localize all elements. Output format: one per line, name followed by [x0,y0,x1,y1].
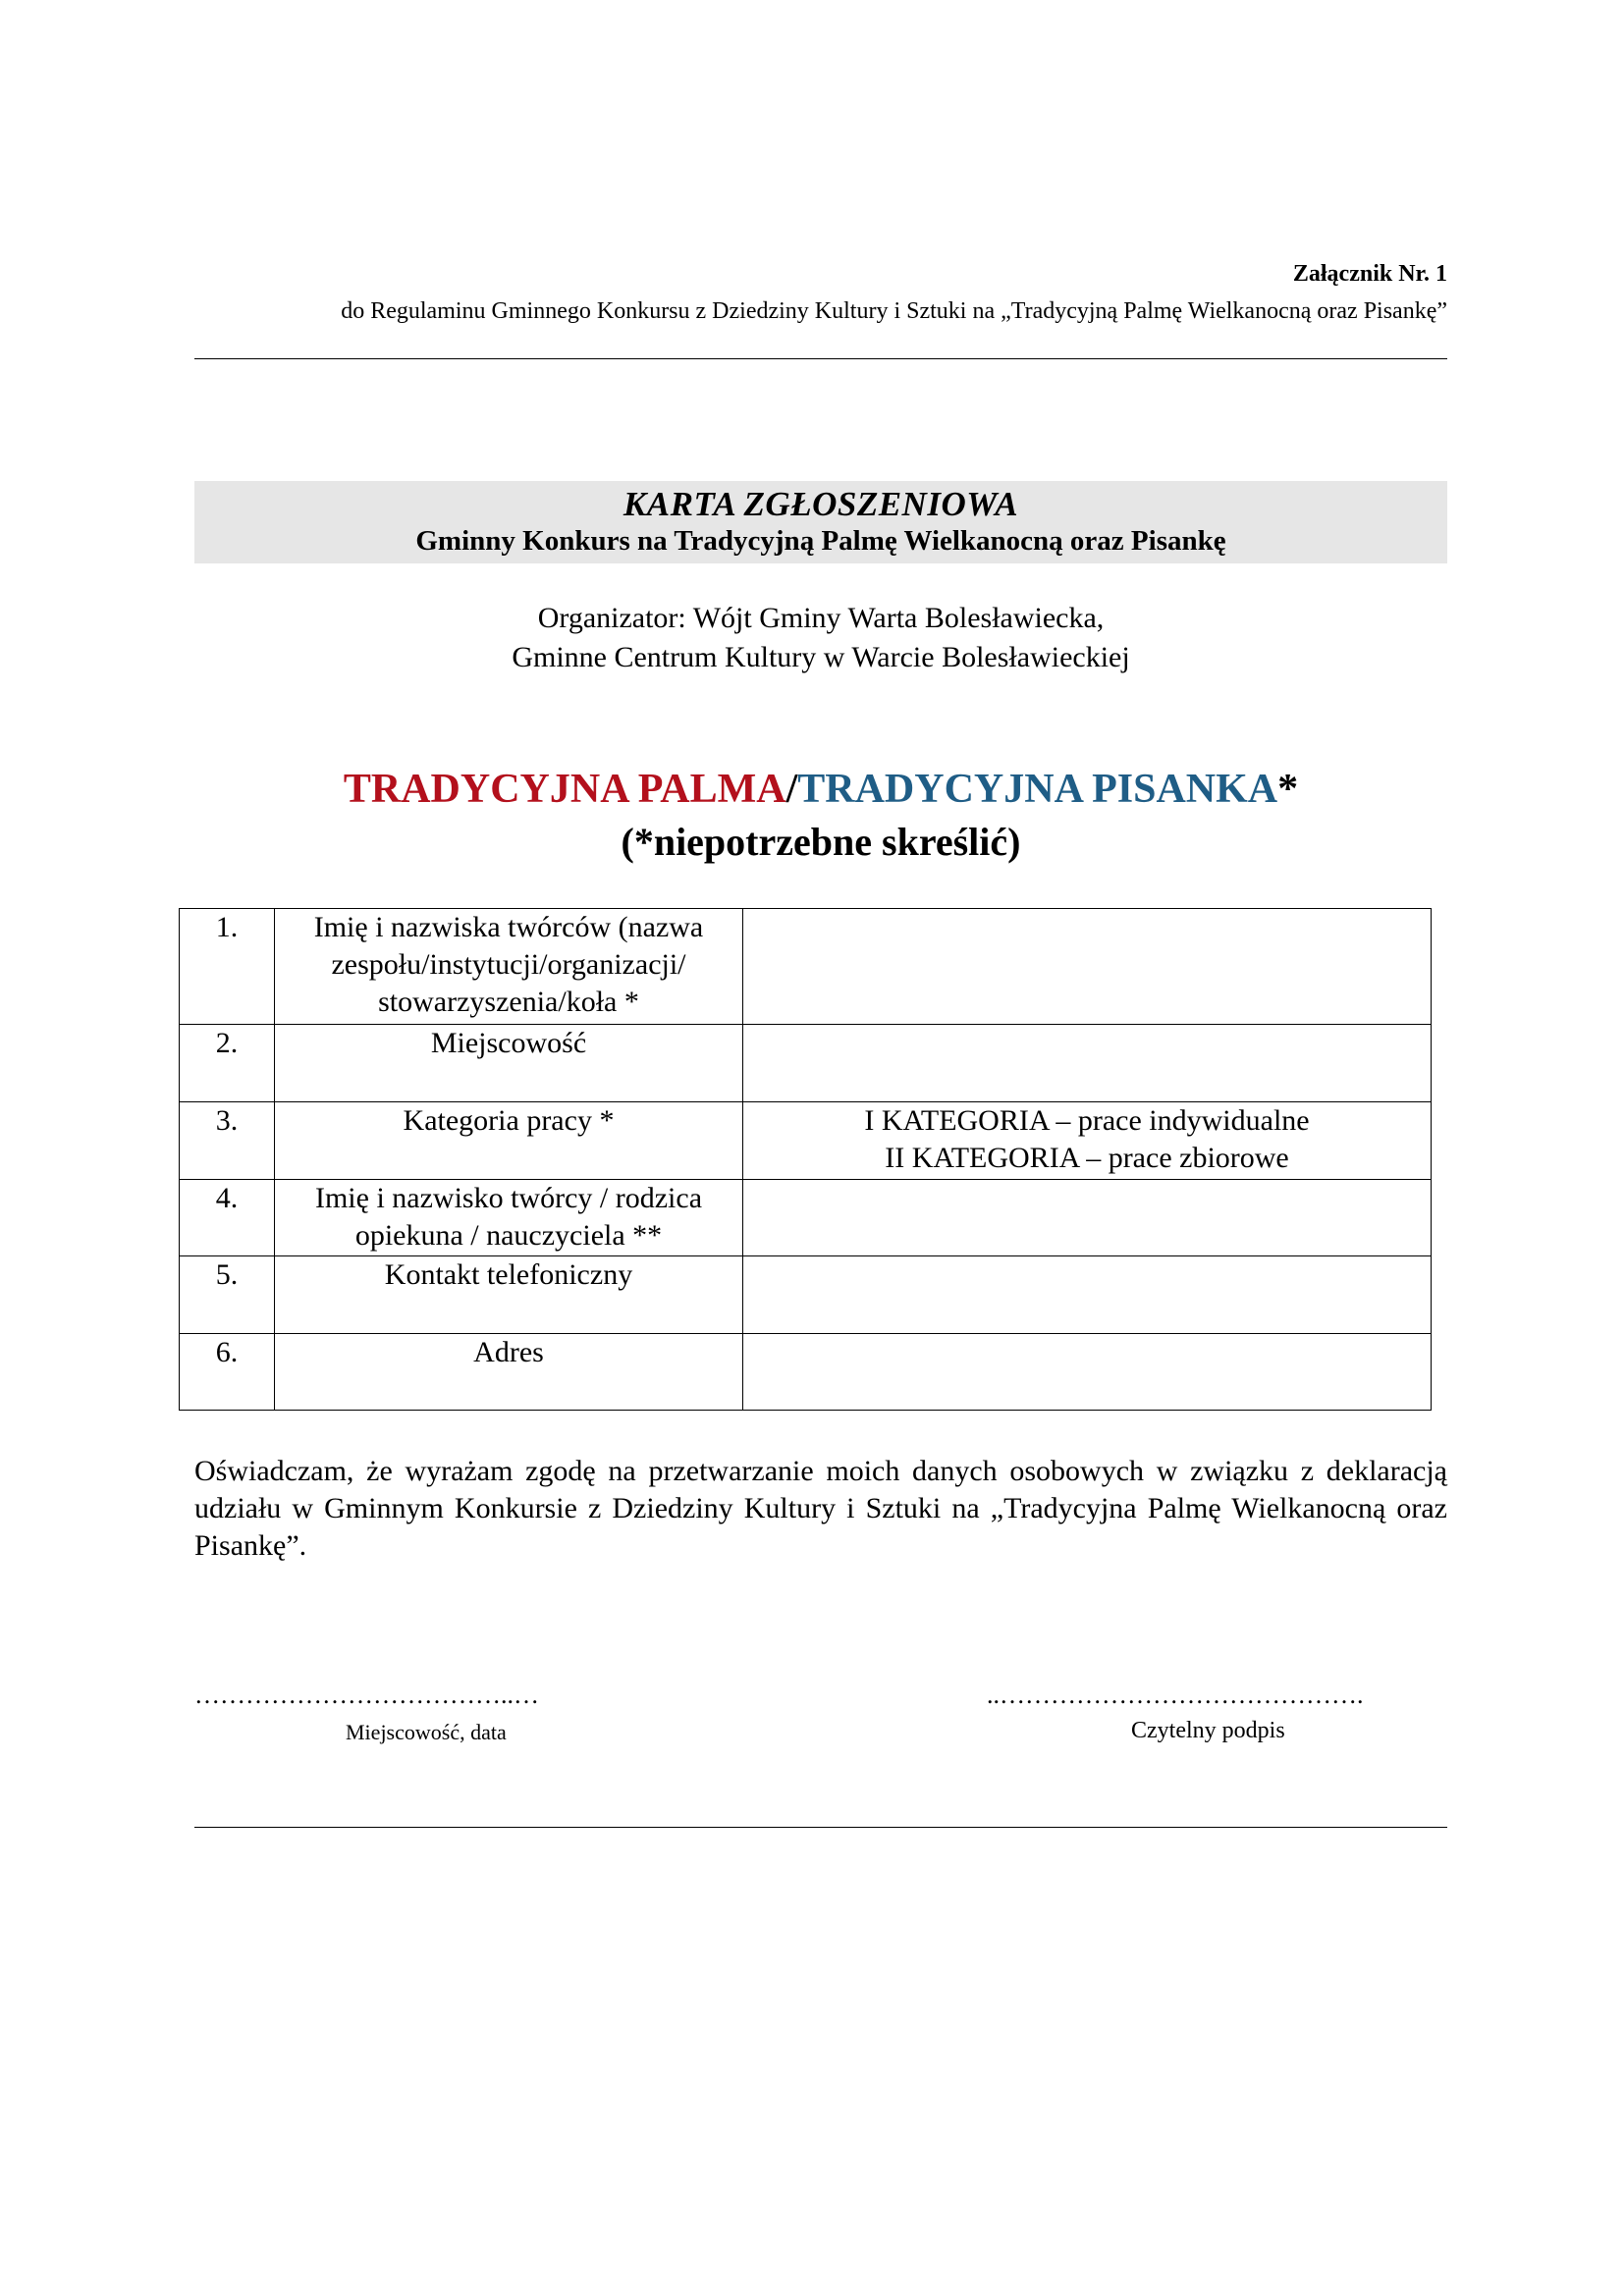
row-value-field[interactable] [743,1025,1432,1102]
form-title-band [194,481,1447,563]
signature-field[interactable]: ..……………………………………. [987,1681,1364,1709]
row-value-field[interactable] [743,1102,1432,1180]
row-label: Kategoria pracy * [275,1102,743,1180]
row-number: 6. [180,1334,275,1411]
table-row [180,1334,1432,1411]
row-value-field[interactable] [743,909,1432,1025]
attachment-description: do Regulaminu Gminnego Konkursu z Dziedziny Kultury i Sztuki na „Tradycyjną Palmę Wielkanocną oraz Pisankę” [341,298,1447,324]
category-palma: TRADYCYJNA PALMA [343,767,786,812]
row-label: Kontakt telefoniczny [275,1256,743,1334]
row-number: 2. [180,1025,275,1102]
form-title: KARTA ZGŁOSZENIOWA [623,485,1019,523]
entry-form-table [179,908,1432,1411]
row-number: 1. [180,909,275,1025]
header-divider [194,358,1447,359]
row-value-field[interactable] [743,1256,1432,1334]
table-row [180,1180,1432,1256]
row-label: Adres [275,1334,743,1411]
row-number: 4. [180,1180,275,1256]
table-row [180,1102,1432,1180]
category-note: (*niepotrzebne skreślić) [621,820,1021,864]
row-number: 3. [180,1102,275,1180]
footer-divider [194,1827,1447,1828]
place-date-label: Miejscowość, data [346,1720,507,1744]
category-option-1: I KATEGORIA – prace indywidualne [864,1104,1310,1137]
category-option-2: II KATEGORIA – prace zbiorowe [885,1142,1289,1174]
row-label: Miejscowość [275,1025,743,1102]
organizer-block [194,599,1447,677]
place-date-field[interactable]: ………………………………..… [194,1681,539,1709]
category-separator: / [785,767,798,812]
table-row [180,1025,1432,1102]
row-number: 5. [180,1256,275,1334]
table-row [180,909,1432,1025]
row-value-field[interactable] [743,1180,1432,1256]
organizer-line-2: Gminne Centrum Kultury w Warcie Bolesławieckiej [512,641,1130,673]
category-pisanka: TRADYCYJNA PISANKA [797,767,1278,812]
form-subtitle: Gminny Konkurs na Tradycyjną Palmę Wielkanocną oraz Pisankę [415,525,1226,557]
consent-statement: Oświadczam, że wyrażam zgodę na przetwarzanie moich danych osobowych w związku z deklaracją udziału w Gminnym Konkursie z Dziedziny Kultury i Sztuki na „Tradycyjna Palmę Wielkanocną oraz Pisankę”. [194,1455,1447,1562]
attachment-title: Załącznik Nr. 1 [1292,261,1447,287]
organizer-line-1: Organizator: Wójt Gminy Warta Bolesławiecka, [537,602,1105,634]
row-label: Imię i nazwiska twórców (nazwa zespołu/instytucji/organizacji/ stowarzyszenia/koła * [275,909,743,1025]
row-value-field[interactable] [743,1334,1432,1411]
category-headline [194,766,1447,813]
table-row [180,1256,1432,1334]
category-asterisk: * [1277,767,1299,812]
row-label: Imię i nazwisko twórcy / rodzica opiekuna / nauczyciela ** [275,1180,743,1256]
signature-label: Czytelny podpis [1131,1718,1285,1743]
